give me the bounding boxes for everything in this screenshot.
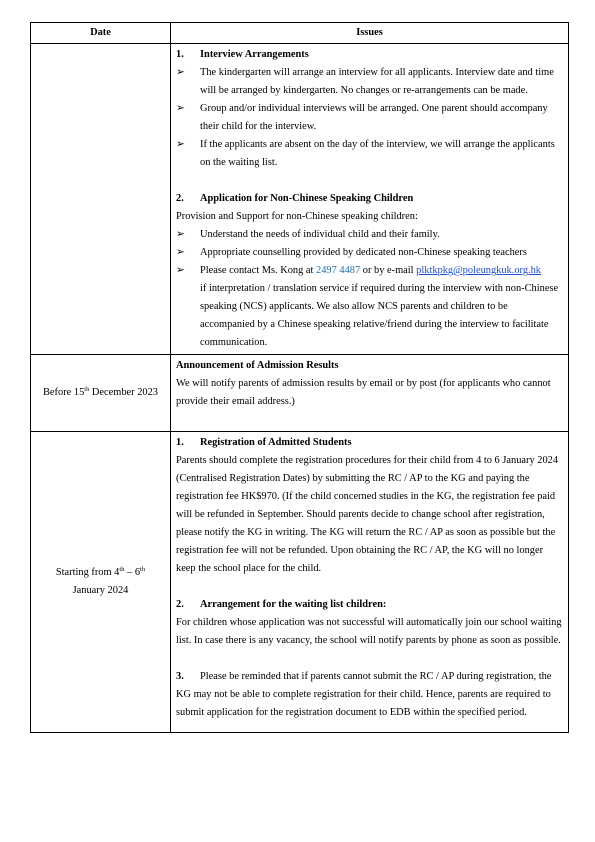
date-column-header: Date xyxy=(31,23,171,44)
section-number: 1. xyxy=(176,437,184,448)
section-text: Parents should complete the registration procedures for their child from 4 to 6 January 2024 (Centralised Registration Dates) by submitting the RC / AP to the KG and paying the registration fee HK$970. (If the child concerned studies in the KG, the registration fee paid will be refunded in September. Should parents decide to change school after registration, please notify the KG in writing. The KG will return the RC / AP as soon as possible but the registration fee will not be refunded. Upon obtaining the RC / AP, the KG will no longer keep the school place for the child. xyxy=(176,455,559,574)
section-intro: Provision and Support for non-Chinese speaking children: xyxy=(176,211,418,222)
schedule-table xyxy=(30,22,569,733)
date-cell: Before 15th December 2023 xyxy=(31,355,171,432)
list-item xyxy=(176,262,564,352)
issues-column-header: Issues xyxy=(171,23,569,44)
section-text: Please be reminded that if parents cannot submit the RC / AP during registration, the KG may not be able to complete registration for their child. Hence, parents are required to submit application for the registration document to EDB within the specified period. xyxy=(176,671,552,718)
list-item-text: If the applicants are absent on the day of the interview, we will arrange the applicants on the waiting list. xyxy=(200,139,555,168)
phone-number[interactable]: 2497 4487 xyxy=(316,265,361,276)
section-heading xyxy=(176,190,564,208)
list-item-text: The kindergarten will arrange an interview for all applicants. Interview date and time will be arranged by kindergarten. No changes or re-arrangements can be made. xyxy=(200,67,554,96)
section-title: Registration of Admitted Students xyxy=(200,437,352,448)
list-item xyxy=(176,136,564,172)
arrow-bullet-icon: ➢ xyxy=(176,67,185,78)
list-item-text: Group and/or individual interviews will be arranged. One parent should accompany their child for the interview. xyxy=(200,103,548,132)
section-heading xyxy=(176,46,564,64)
section-title: Arrangement for the waiting list children: xyxy=(200,599,387,610)
contact-details-text: if interpretation / translation service if required during the interview with non-Chinese speaking (NCS) applicants. We also allow NCS parents and children to be accompanied by a Chinese speaking relative/friend during the interview to facilitate communication. xyxy=(200,283,559,348)
issues-cell xyxy=(171,44,569,355)
arrow-bullet-icon: ➢ xyxy=(176,229,185,240)
section-text: For children whose application was not successful will automatically join our school waiting list. In case there is any vacancy, the school will notify parents by phone as soon as possible. xyxy=(176,617,562,646)
section-number: 1. xyxy=(176,49,184,60)
arrow-bullet-icon: ➢ xyxy=(176,103,185,114)
arrow-bullet-icon: ➢ xyxy=(176,265,185,276)
section-number: 2. xyxy=(176,193,184,204)
list-item-text: Understand the needs of individual child and their family. xyxy=(200,229,440,240)
contact-text: Please contact Ms. Kong at 2497 4487 or by e-mail plktkpkg@poleungkuk.org.hk if interpretation / translation service if required during the interview with non-Chinese speaking (NCS) applicants. We also allow NCS parents and children to be accompanied by a Chinese speaking relative/friend during the interview to facilitate communication. xyxy=(200,265,559,348)
list-item xyxy=(176,226,564,244)
section-heading xyxy=(176,596,564,614)
section-title: Application for Non-Chinese Speaking Children xyxy=(200,193,414,204)
section-paragraph xyxy=(176,668,564,722)
issues-cell xyxy=(171,355,569,432)
email-link[interactable]: plktkpkg@poleungkuk.org.hk xyxy=(416,265,541,276)
table-row xyxy=(31,44,569,355)
section-title: Interview Arrangements xyxy=(200,49,309,60)
date-cell-empty xyxy=(31,44,171,355)
list-item-text: Appropriate counselling provided by dedicated non-Chinese speaking teachers xyxy=(200,247,527,258)
arrow-bullet-icon: ➢ xyxy=(176,139,185,150)
issues-cell xyxy=(171,432,569,733)
list-item xyxy=(176,64,564,100)
list-item xyxy=(176,100,564,136)
table-row xyxy=(31,432,569,733)
list-item xyxy=(176,244,564,262)
table-row xyxy=(31,355,569,432)
date-cell: Starting from 4th – 6th January 2024 xyxy=(31,432,171,733)
section-number: 3. xyxy=(176,671,184,682)
section-text: We will notify parents of admission results by email or by post (for applicants who cannot provide their email address.) xyxy=(176,378,551,407)
section-heading xyxy=(176,434,564,452)
arrow-bullet-icon: ➢ xyxy=(176,247,185,258)
section-number: 2. xyxy=(176,599,184,610)
table-header-row xyxy=(31,23,569,44)
section-title: Announcement of Admission Results xyxy=(176,360,339,371)
